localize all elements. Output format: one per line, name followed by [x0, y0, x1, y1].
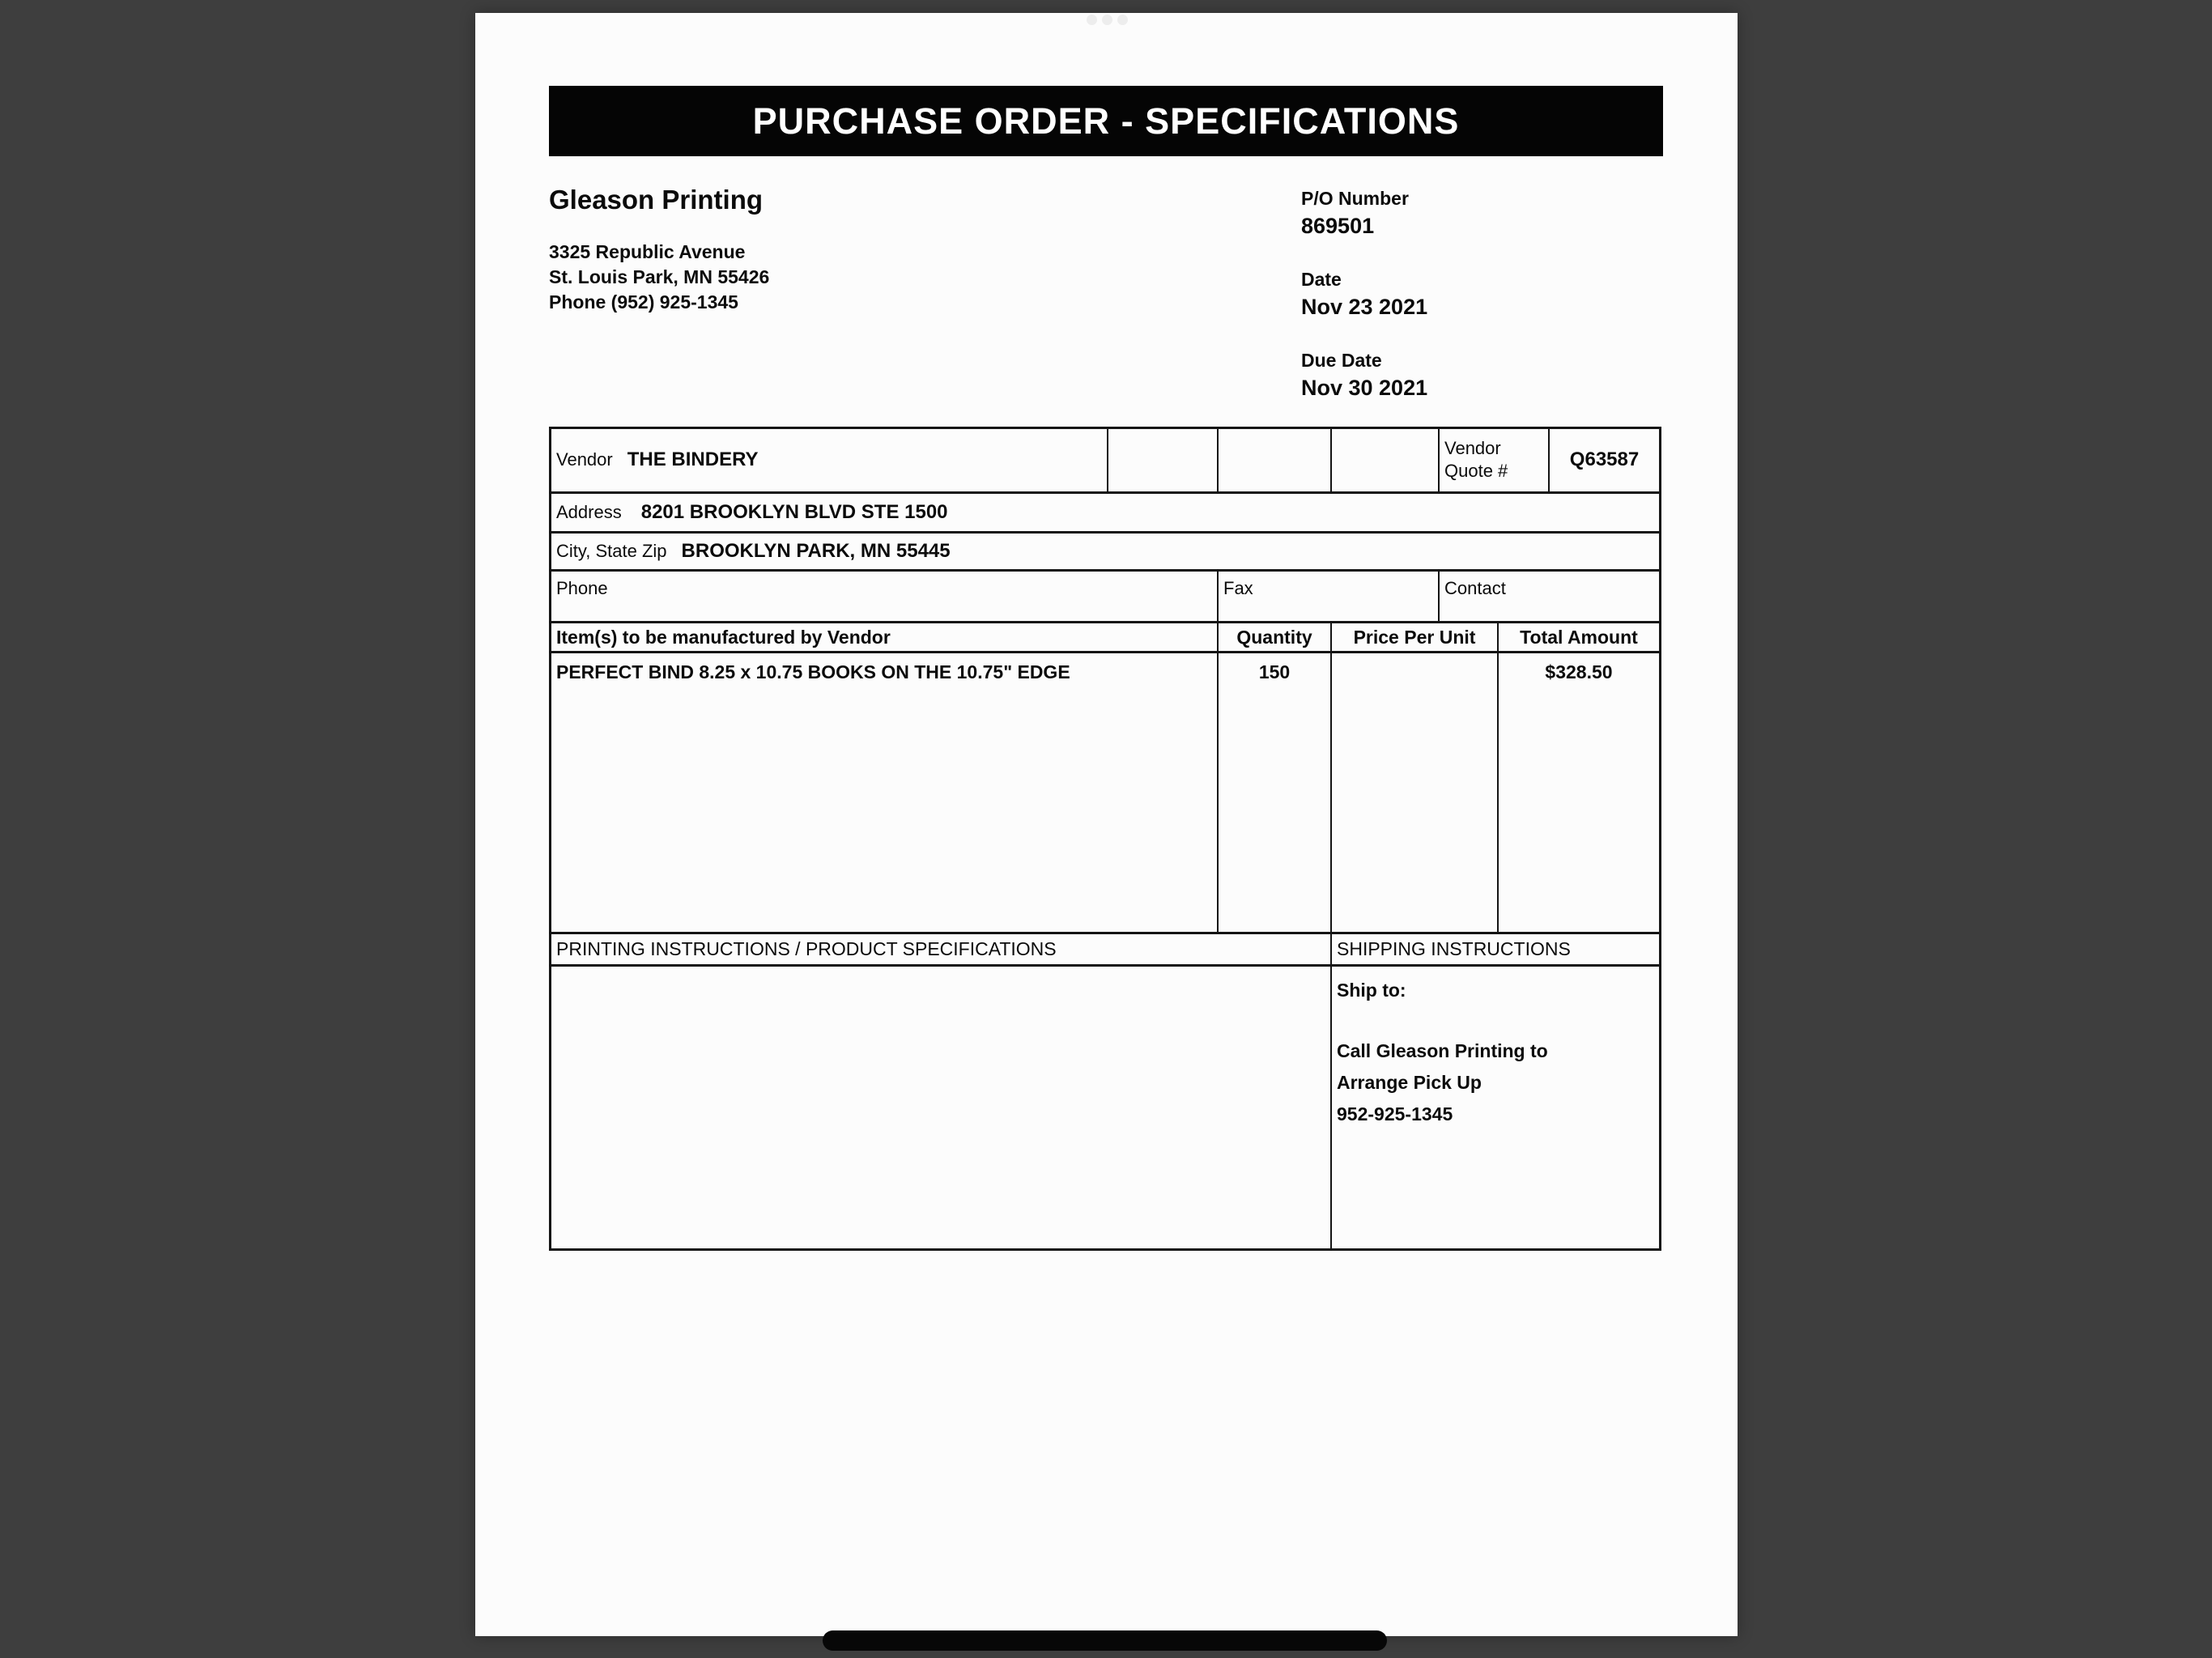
item-price-cell — [1332, 653, 1499, 932]
vendor-quote-label-line2: Quote # — [1444, 461, 1508, 482]
printing-instructions-header-cell — [551, 934, 1332, 964]
shipping-line-1: Call Gleason Printing to — [1337, 1040, 1548, 1062]
po-form-table — [549, 427, 1661, 1251]
shipping-instructions-header: SHIPPING INSTRUCTIONS — [1337, 938, 1571, 960]
vendor-row — [551, 429, 1659, 494]
printing-instructions-header: PRINTING INSTRUCTIONS / PRODUCT SPECIFICATIONS — [556, 938, 1057, 960]
vendor-value: THE BINDERY — [627, 449, 759, 471]
item-total: $328.50 — [1545, 661, 1613, 683]
vendor-row-empty-cell-2 — [1219, 429, 1332, 491]
instructions-body-row — [551, 967, 1659, 1248]
vendor-address-cell — [551, 494, 1659, 532]
vendor-phone-label: Phone — [556, 577, 608, 598]
vendor-quote-value: Q63587 — [1569, 449, 1640, 471]
multitask-dot-icon — [1102, 15, 1112, 25]
shipping-instructions-header-cell — [1332, 934, 1659, 964]
vendor-row-empty-cell-3 — [1332, 429, 1440, 491]
ship-to-label: Ship to: — [1337, 980, 1406, 1001]
vendor-contact-label: Contact — [1444, 577, 1506, 598]
po-title-banner — [549, 86, 1663, 156]
order-meta-block — [1301, 185, 1427, 402]
vendor-quote-value-cell — [1550, 429, 1659, 491]
vendor-cell — [551, 429, 1108, 491]
company-address-line2: St. Louis Park, MN 55426 — [549, 266, 770, 287]
item-description-cell — [551, 653, 1219, 932]
shipping-line-3: 952-925-1345 — [1337, 1103, 1453, 1125]
phone-fax-contact-row — [551, 572, 1659, 623]
due-date-value: Nov 30 2021 — [1301, 376, 1428, 400]
company-block — [549, 185, 769, 315]
item-description: PERFECT BIND 8.25 x 10.75 BOOKS ON THE 10.75" EDGE — [556, 661, 1070, 683]
vendor-phone-cell — [551, 572, 1219, 621]
shipping-line-2: Arrange Pick Up — [1337, 1072, 1482, 1094]
vendor-city-row — [551, 534, 1659, 572]
item-row — [551, 653, 1659, 934]
items-header-row — [551, 623, 1659, 654]
items-price-header: Price Per Unit — [1353, 626, 1476, 648]
home-indicator[interactable] — [823, 1630, 1387, 1651]
document-page — [475, 13, 1738, 1636]
vendor-city-cell — [551, 534, 1659, 569]
item-quantity-cell — [1219, 653, 1332, 932]
vendor-address-label: Address — [556, 501, 622, 522]
vendor-address-row — [551, 494, 1659, 534]
items-quantity-header-cell — [1219, 623, 1332, 652]
items-total-header: Total Amount — [1520, 626, 1638, 648]
po-number-value: 869501 — [1301, 214, 1375, 238]
po-number-label: P/O Number — [1301, 188, 1409, 209]
company-address-line1: 3325 Republic Avenue — [549, 241, 746, 262]
vendor-contact-cell — [1440, 572, 1659, 621]
vendor-city-label: City, State Zip — [556, 541, 667, 562]
vendor-row-empty-cell-1 — [1108, 429, 1219, 491]
item-price — [1332, 653, 1497, 661]
vendor-address-value: 8201 BROOKLYN BLVD STE 1500 — [640, 500, 948, 523]
vendor-fax-cell — [1219, 572, 1440, 621]
vendor-fax-label: Fax — [1223, 577, 1253, 598]
instructions-header-row — [551, 934, 1659, 967]
date-label: Date — [1301, 269, 1342, 290]
shipping-instructions-body-cell — [1332, 967, 1659, 1248]
items-description-header: Item(s) to be manufactured by Vendor — [556, 626, 891, 648]
po-title: PURCHASE ORDER - SPECIFICATIONS — [752, 100, 1460, 142]
vendor-quote-label-line1: Vendor — [1444, 438, 1501, 459]
items-quantity-header: Quantity — [1236, 626, 1312, 648]
vendor-city-value: BROOKLYN PARK, MN 55445 — [681, 540, 951, 563]
multitask-indicator[interactable] — [1087, 15, 1128, 25]
company-name: Gleason Printing — [549, 185, 764, 215]
items-price-header-cell — [1332, 623, 1499, 652]
vendor-quote-label-cell — [1440, 429, 1550, 491]
due-date-label: Due Date — [1301, 350, 1382, 371]
date-value: Nov 23 2021 — [1301, 295, 1428, 319]
multitask-dot-icon — [1087, 15, 1097, 25]
items-description-header-cell — [551, 623, 1219, 652]
multitask-dot-icon — [1117, 15, 1128, 25]
company-phone: Phone (952) 925-1345 — [549, 291, 738, 312]
item-total-cell — [1499, 653, 1659, 932]
printing-instructions-body-cell — [551, 967, 1332, 1248]
vendor-label: Vendor — [556, 449, 613, 470]
items-total-header-cell — [1499, 623, 1659, 652]
item-quantity: 150 — [1258, 661, 1291, 683]
